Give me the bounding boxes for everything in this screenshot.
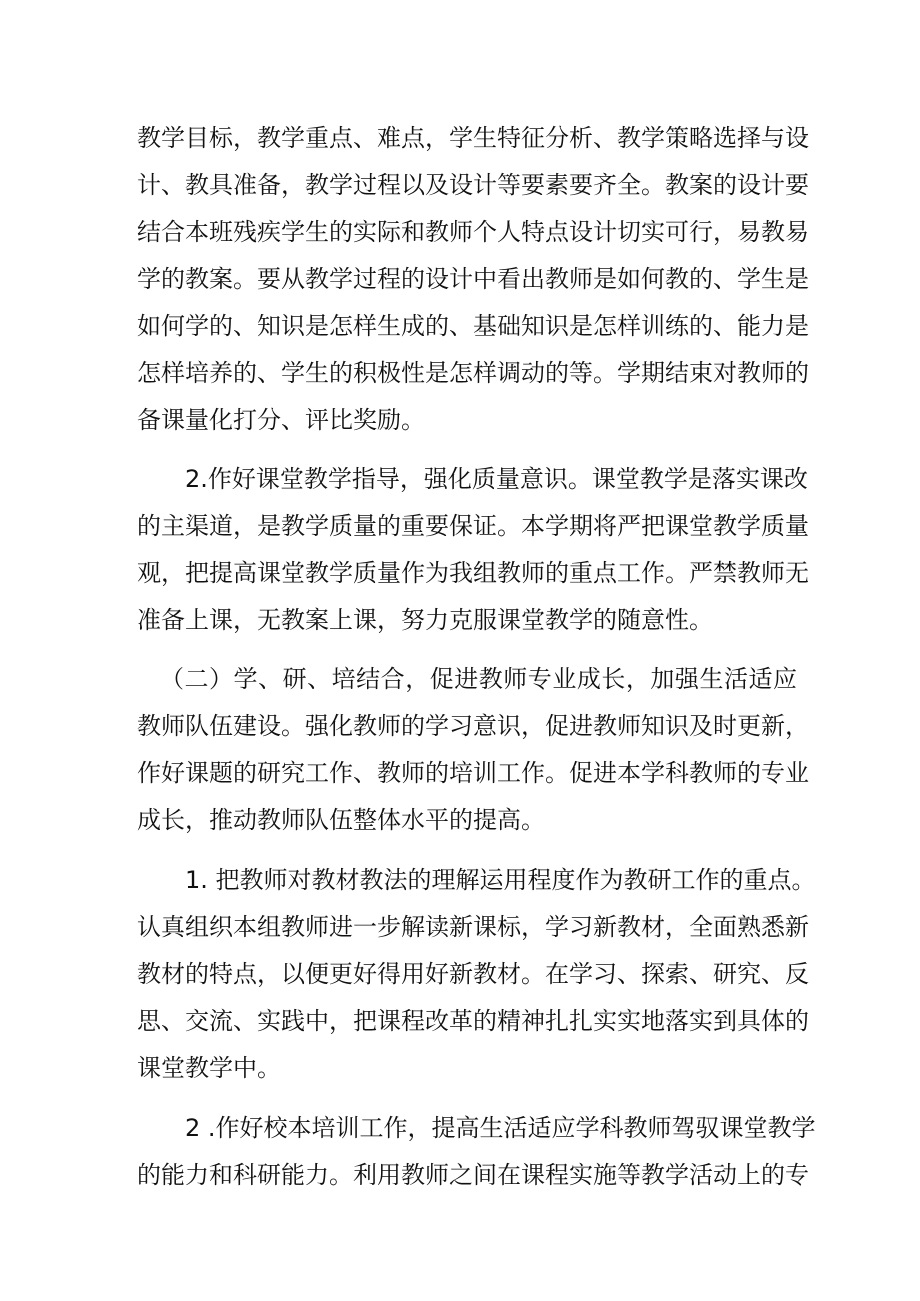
paragraph-line: 结合本班残疾学生的实际和教师个人特点设计切实可行，易教易 — [137, 218, 809, 246]
paragraph-line: 教材的特点，以便更好得用好新教材。在学习、探索、研究、反 — [137, 960, 809, 988]
paragraph-line: 怎样培养的、学生的积极性是怎样调动的等。学期结束对教师的 — [137, 359, 809, 387]
paragraph-line: 课堂教学中。 — [137, 1054, 281, 1082]
paragraph-line: 1. 把教师对教材教法的理解运用程度作为教研工作的重点。 — [185, 866, 816, 894]
paragraph-line: 的能力和科研能力。利用教师之间在课程实施等教学活动上的专 — [137, 1161, 809, 1189]
paragraph-line: 学的教案。要从教学过程的设计中看出教师是如何教的、学生是 — [137, 265, 809, 293]
paragraph-line: 作好课题的研究工作、教师的培训工作。促进本学科教师的专业 — [137, 759, 809, 787]
paragraph-line: 教师队伍建设。强化教师的学习意识，促进教师知识及时更新， — [137, 712, 809, 740]
paragraph-line: 观，把提高课堂教学质量作为我组教师的重点工作。严禁教师无 — [137, 559, 809, 587]
paragraph-line: 思、交流、实践中，把课程改革的精神扎扎实实地落实到具体的 — [137, 1007, 809, 1035]
paragraph-line: 2 .作好校本培训工作，提高生活适应学科教师驾驭课堂教学 — [185, 1114, 816, 1142]
paragraph-line: 2.作好课堂教学指导，强化质量意识。课堂教学是落实课改 — [185, 465, 808, 493]
paragraph-line: 认真组织本组教师进一步解读新课标，学习新教材，全面熟悉新 — [137, 913, 809, 941]
paragraph-line: 教学目标，教学重点、难点，学生特征分析、教学策略选择与设 — [137, 124, 809, 152]
paragraph-line: 成长，推动教师队伍整体水平的提高。 — [137, 806, 545, 834]
paragraph-line: 如何学的、知识是怎样生成的、基础知识是怎样训练的、能力是 — [137, 312, 809, 340]
paragraph-line: 计、教具准备，教学过程以及设计等要素要齐全。教案的设计要 — [137, 171, 809, 199]
paragraph-line: 准备上课，无教案上课，努力克服课堂教学的随意性。 — [137, 606, 713, 634]
paragraph-line: 备课量化打分、评比奖励。 — [137, 406, 425, 434]
section-heading-line: （二）学、研、培结合，促进教师专业成长，加强生活适应 — [160, 665, 797, 693]
paragraph-line: 的主渠道，是教学质量的重要保证。本学期将严把课堂教学质量 — [137, 512, 809, 540]
